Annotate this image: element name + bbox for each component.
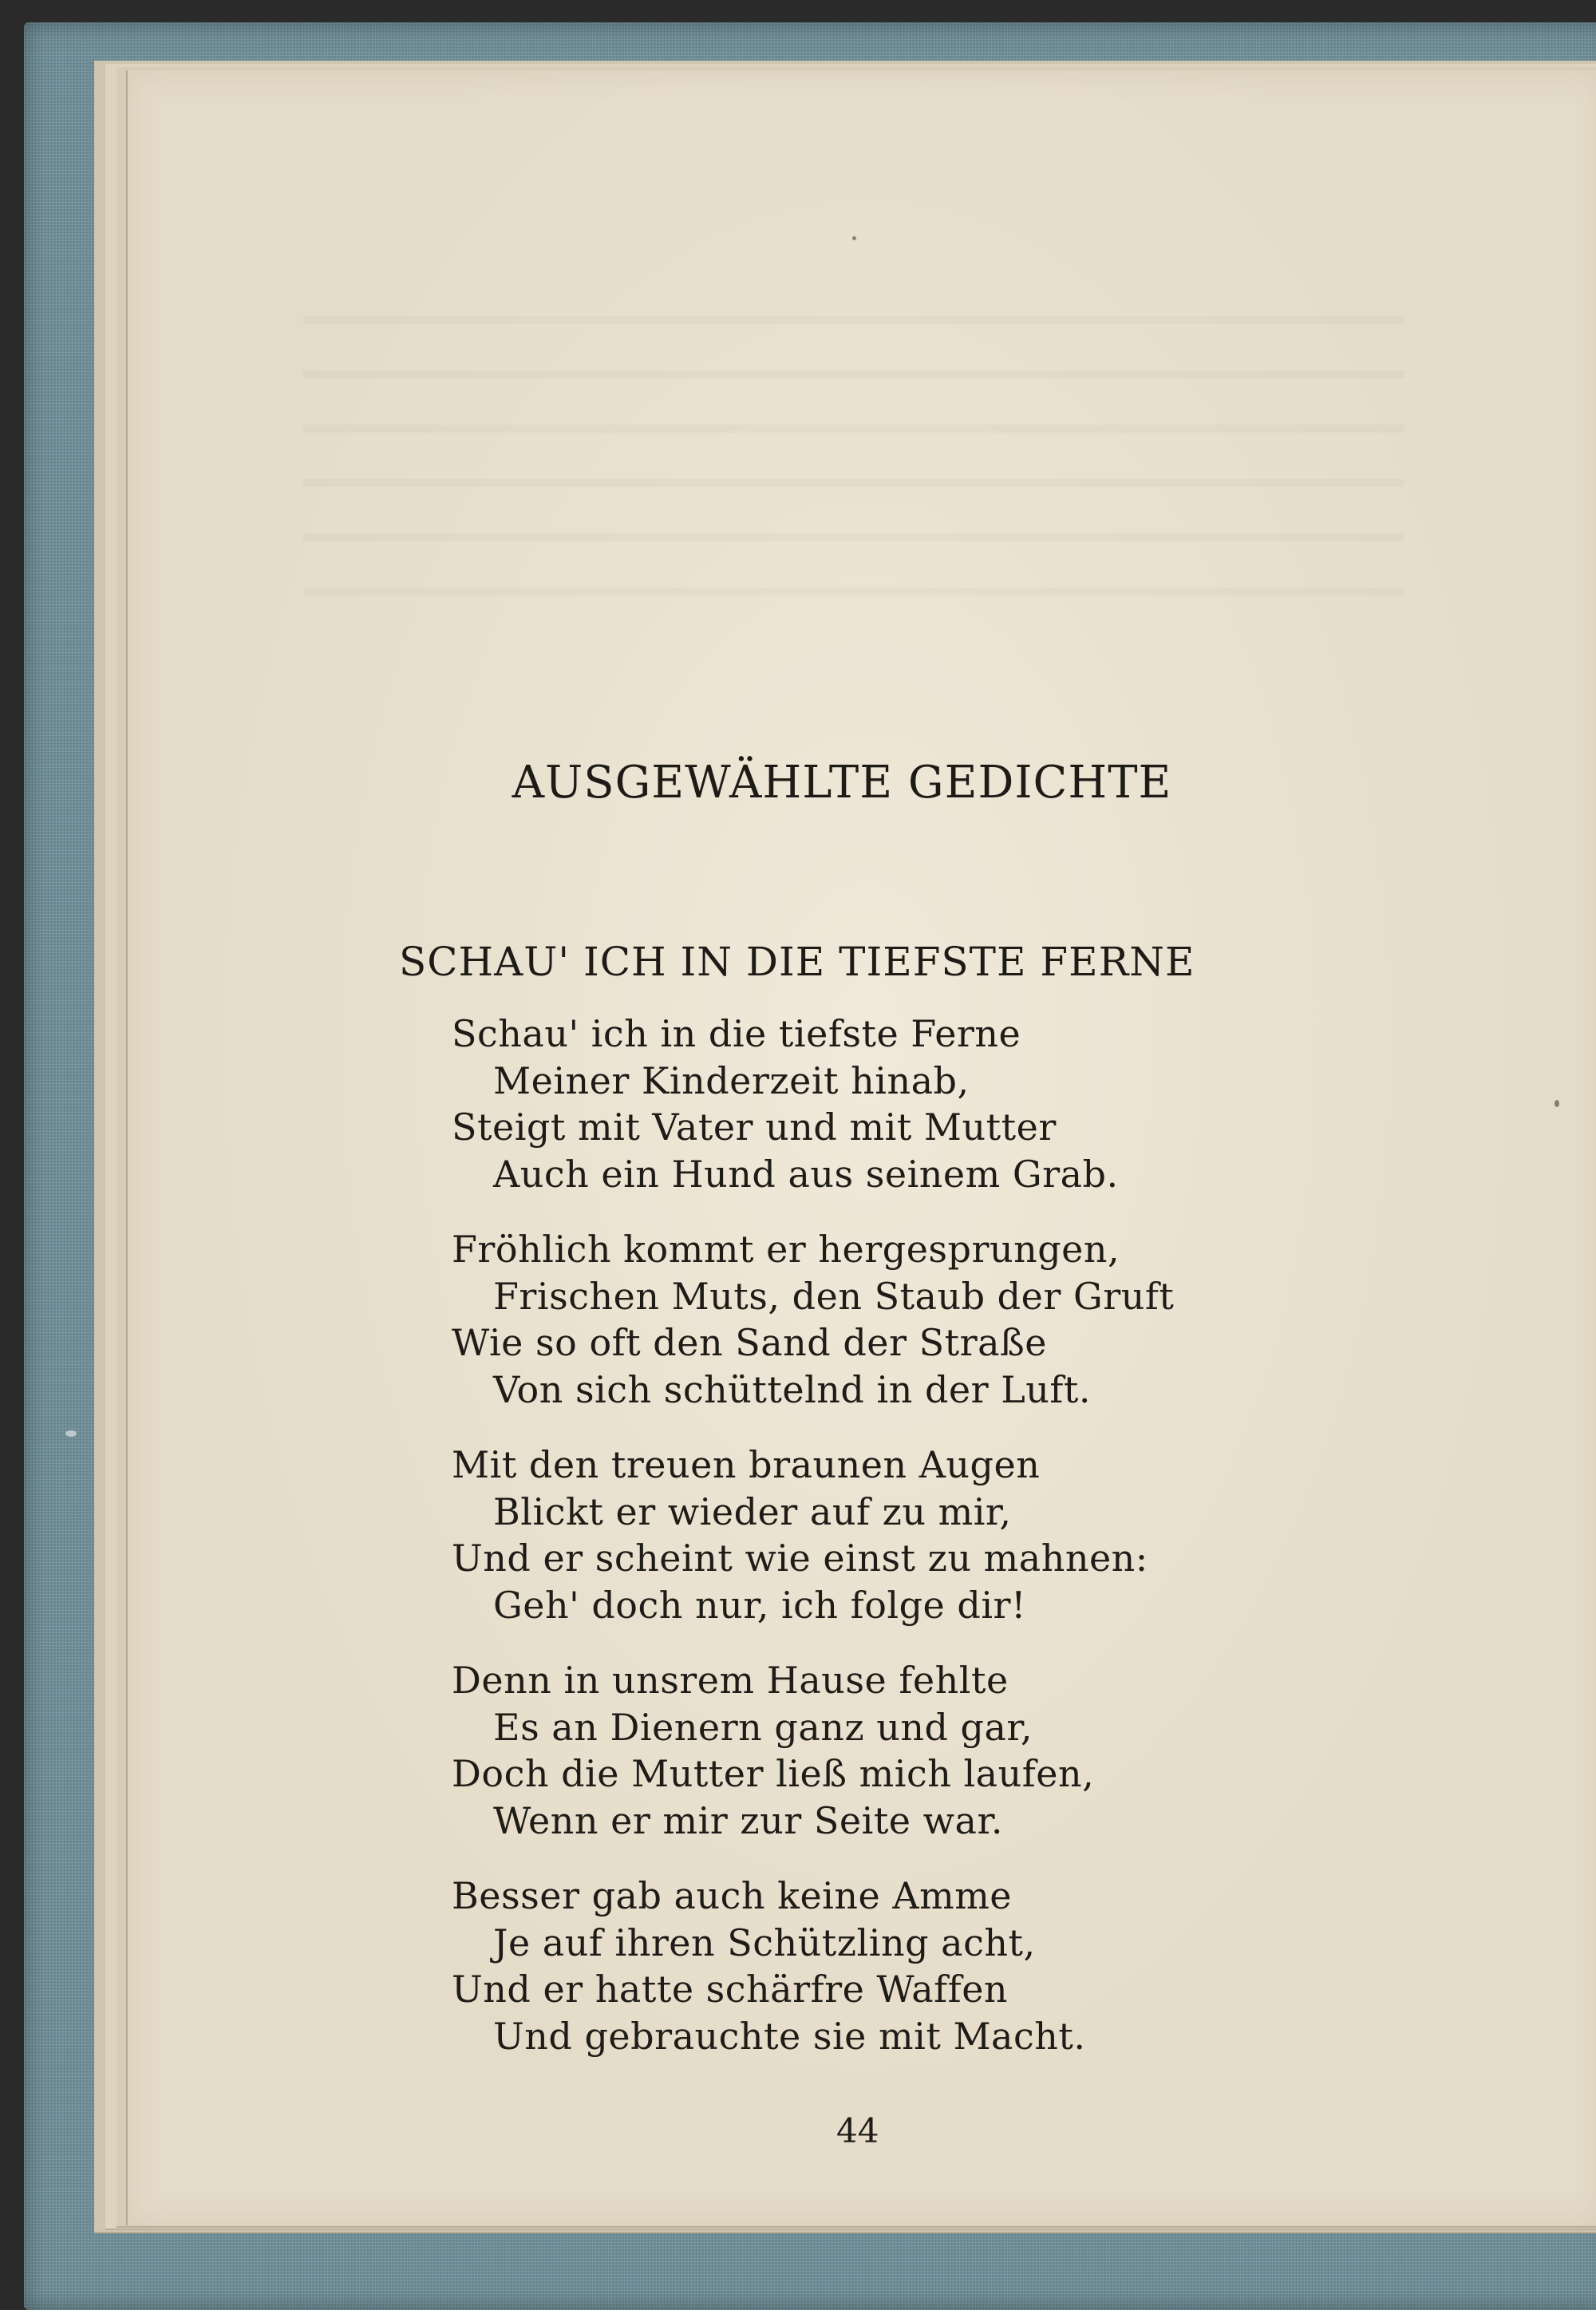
page-number: 44 [836, 2111, 879, 2150]
paper-speck [1555, 1100, 1559, 1107]
verse-line: Schau' ich in die tiefste Ferne [452, 1012, 1021, 1055]
stanza [452, 1657, 1298, 1844]
verse-line: Auch ein Hund aus seinem Grab. [493, 1152, 1119, 1196]
verse-line: Blickt er wieder auf zu mir, [493, 1489, 1012, 1533]
verse-line: Und gebrauchte sie mit Macht. [493, 2014, 1086, 2058]
verse-line: Und er hatte schärfre Waffen [452, 1968, 1009, 2011]
verse-line: Fröhlich kommt er hergesprungen, [452, 1228, 1120, 1271]
verse-line: Und er scheint wie einst zu mahnen: [452, 1537, 1148, 1580]
verse-line: Doch die Mutter ließ mich laufen, [452, 1752, 1095, 1795]
paper-speck [852, 236, 856, 240]
stanza [452, 1011, 1298, 1197]
stanza [452, 1226, 1298, 1413]
show-through-text [303, 271, 1404, 597]
verse-line: Je auf ihren Schützling acht, [493, 1920, 1036, 1964]
section-title: AUSGEWÄHLTE GEDICHTE [512, 757, 1172, 809]
verse-line: Mit den treuen braunen Augen [452, 1443, 1041, 1486]
verse-line: Besser gab auch keine Amme [452, 1874, 1013, 1917]
verse-line: Denn in unsrem Hause fehlte [452, 1659, 1009, 1702]
verse-line: Geh' doch nur, ich folge dir! [493, 1583, 1027, 1627]
verse-line: Wenn er mir zur Seite war. [493, 1798, 1004, 1842]
verse-line: Es an Dienern ganz und gar, [493, 1705, 1033, 1749]
verse-line: Steigt mit Vater und mit Mutter [452, 1106, 1057, 1149]
verse-line: Von sich schüttelnd in der Luft. [493, 1367, 1092, 1411]
stanza [452, 1873, 1298, 2059]
verse-line: Meiner Kinderzeit hinab, [493, 1058, 970, 1102]
verse-line: Wie so oft den Sand der Straße [452, 1321, 1047, 1364]
verse-line: Frischen Muts, den Staub der Gruft [493, 1274, 1175, 1318]
poem-title: SCHAU' ICH IN DIE TIEFSTE FERNE [399, 939, 1195, 985]
paper-speck [65, 1430, 77, 1437]
poem-body [452, 1011, 1298, 2088]
stanza [452, 1442, 1298, 1628]
